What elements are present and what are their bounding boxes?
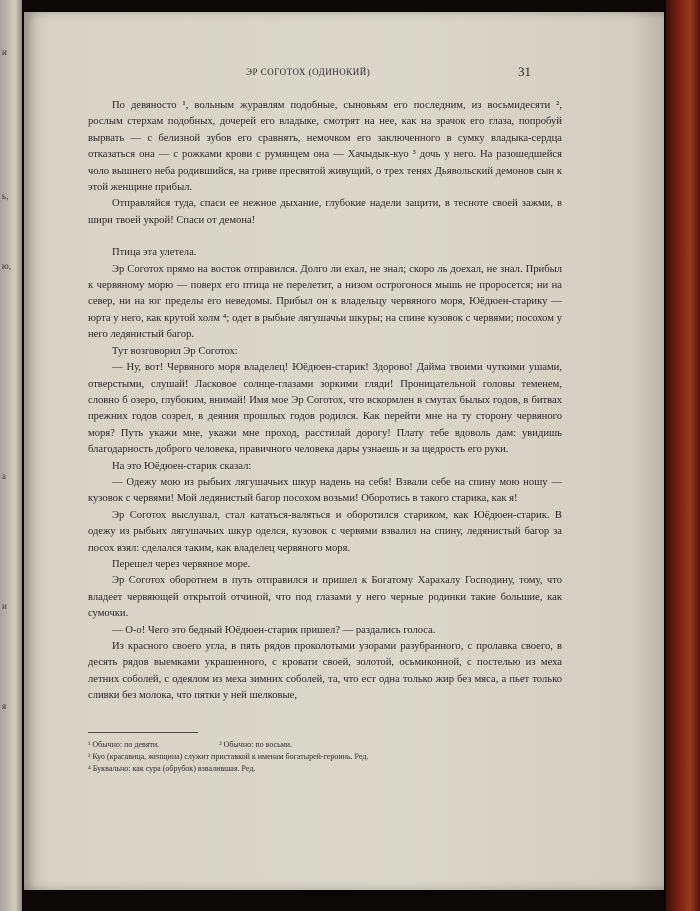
left-page-edge — [0, 0, 22, 911]
paragraph: На это Юёдюен-старик сказал: — [112, 460, 252, 472]
left-margin-fragment: а — [2, 471, 6, 481]
left-margin-fragment: и — [2, 601, 7, 611]
paragraph: Отправляйся туда, спаси ее нежное дыхание, глубокие надели защити, в тесноте своей зажми, в шири твоей укрой! Спаси от демона! — [88, 198, 562, 226]
paragraph: Перешел через червяное море. — [112, 558, 251, 570]
paragraph: По девяносто ¹, вольным журавлям подобные, сыновьям его последним, из восьмидесяти ², рослым стерхам подобных, дочерей его владыке, смотрят на нее, как на зрачок его глаза, попробуй вырвать — с белизной зубов его сравнять, немочком его заключенного в сумку владыка-сердца отказаться она — с рожками крови с румянцем она — Хачыдык-куо ³ дочь у него. На разошедшейся чоло вышнего неба родившийся, на гриве пресвятой живущий, о трех тенях Дьявольский демонов сын к этой женщине прибыл. — [88, 100, 562, 194]
paragraph: — О-о! Чего это бедный Юёдюен-старик пришел? — раздались голоса. — [112, 624, 436, 636]
left-margin-fragment: я — [2, 701, 7, 711]
left-margin-fragment: и — [2, 47, 7, 57]
paragraph: Эр Соготох прямо на восток отправился. Долго ли ехал, не знал; скоро ль доехал, не знал. Прибыл к червяному морю — поверх его птица не перелетит, а низом острогонося мышь не проросется; ни на север, ни на юг пределы его неведомы. Прибыл он к владельцу червяного моря, Юёдюен-старику — юрта у него, как крутой холм ⁴; одет в рыбьие лягушачьи шкуры; на спине кузовок с червями; посохом у него ледянистый багор. — [88, 263, 562, 341]
paragraph: Тут возговорил Эр Соготох: — [112, 345, 238, 357]
footnote: ³ Куо (красавица, женщина) служит приставкой к именам богатырей-героинь. Ред. — [88, 752, 369, 761]
left-margin-fragment: ю, — [2, 261, 11, 271]
paragraph: Эр Соготох оборотнем в путь отправился и пришел к Богатому Харахалу Господину, тому, что владеет червяющей открытой отчиной, что под глазами у него черные родинки такие большие, как сумочки. — [88, 575, 562, 620]
paragraph: Из красного своего угла, в пять рядов проколотыми узорами разубранного, с пролавка своего, в десять рядов выемками украшенного, с кровати своей, золотой, осьмиконной, с постелью из меха летних соболей, с одеялом из меха зимних соболей, та, что ест одна только жир без мяса, а пьет только сливки без молока, что пятки у ней шелковые, — [88, 641, 562, 702]
paragraph: Птица эта улетела. — [112, 247, 197, 259]
page-header — [24, 64, 664, 83]
footnote-rule — [88, 732, 198, 733]
paragraph: Эр Соготох выслушал, стал кататься-валяться и оборотился стариком, как Юёдюен-старик. В одежу из рыбьих лягушачьих шкур оделся, кузовок с червями взвалил на спину, ледянистый багор за посох взял: сделался таким, как владелец червяного моря. — [88, 509, 562, 554]
running-title: ЭР СОГОТОХ (ОДИНОКИЙ) — [246, 67, 371, 77]
page-body — [88, 98, 562, 705]
footnotes — [88, 732, 562, 775]
footnote: ² Обычно: по восьми. — [219, 740, 293, 749]
book-cover-edge — [666, 0, 700, 911]
footnote: ¹ Обычно: по девяти. — [88, 740, 160, 749]
paragraph: — Одежу мою из рыбьих лягушачьих шкур надень на себя! Взвали себе на спину мою ношу — кузовок с червями! Мой ледянистый багор посохом возьми! Оборотись в такого старика, как я! — [88, 476, 562, 505]
paragraph: — Ну, вот! Червяного моря владелец! Юёдюен-старик! Здорово! Дайма твоими чуткими ушами, отверстыми, слушай! Ласковое солнце-глазами зоркими гляди! Проницательной головы теменем, словно б озеро, глубоким, внимай! Имя мое Эр Соготох, что вскормлен в смутах былых годов, в битвах прежних годов созрел, в деяния прошлых годов родился. Как перейти мне на ту сторону червяного моря? Путь укажи мне, укажи мне проход, расстилай дорогу! Плату тебе вдоволь дам: увидишь благодарность доброго человека, правичного человека дары узнаешь и за щедрость его руки. — [88, 362, 562, 456]
page-number: 31 — [518, 64, 531, 79]
footnote: ⁴ Буквально: как сура (обрубок) взвалившая. Ред. — [88, 764, 256, 773]
book-page — [24, 12, 664, 890]
left-margin-fragment: ь, — [2, 191, 9, 201]
